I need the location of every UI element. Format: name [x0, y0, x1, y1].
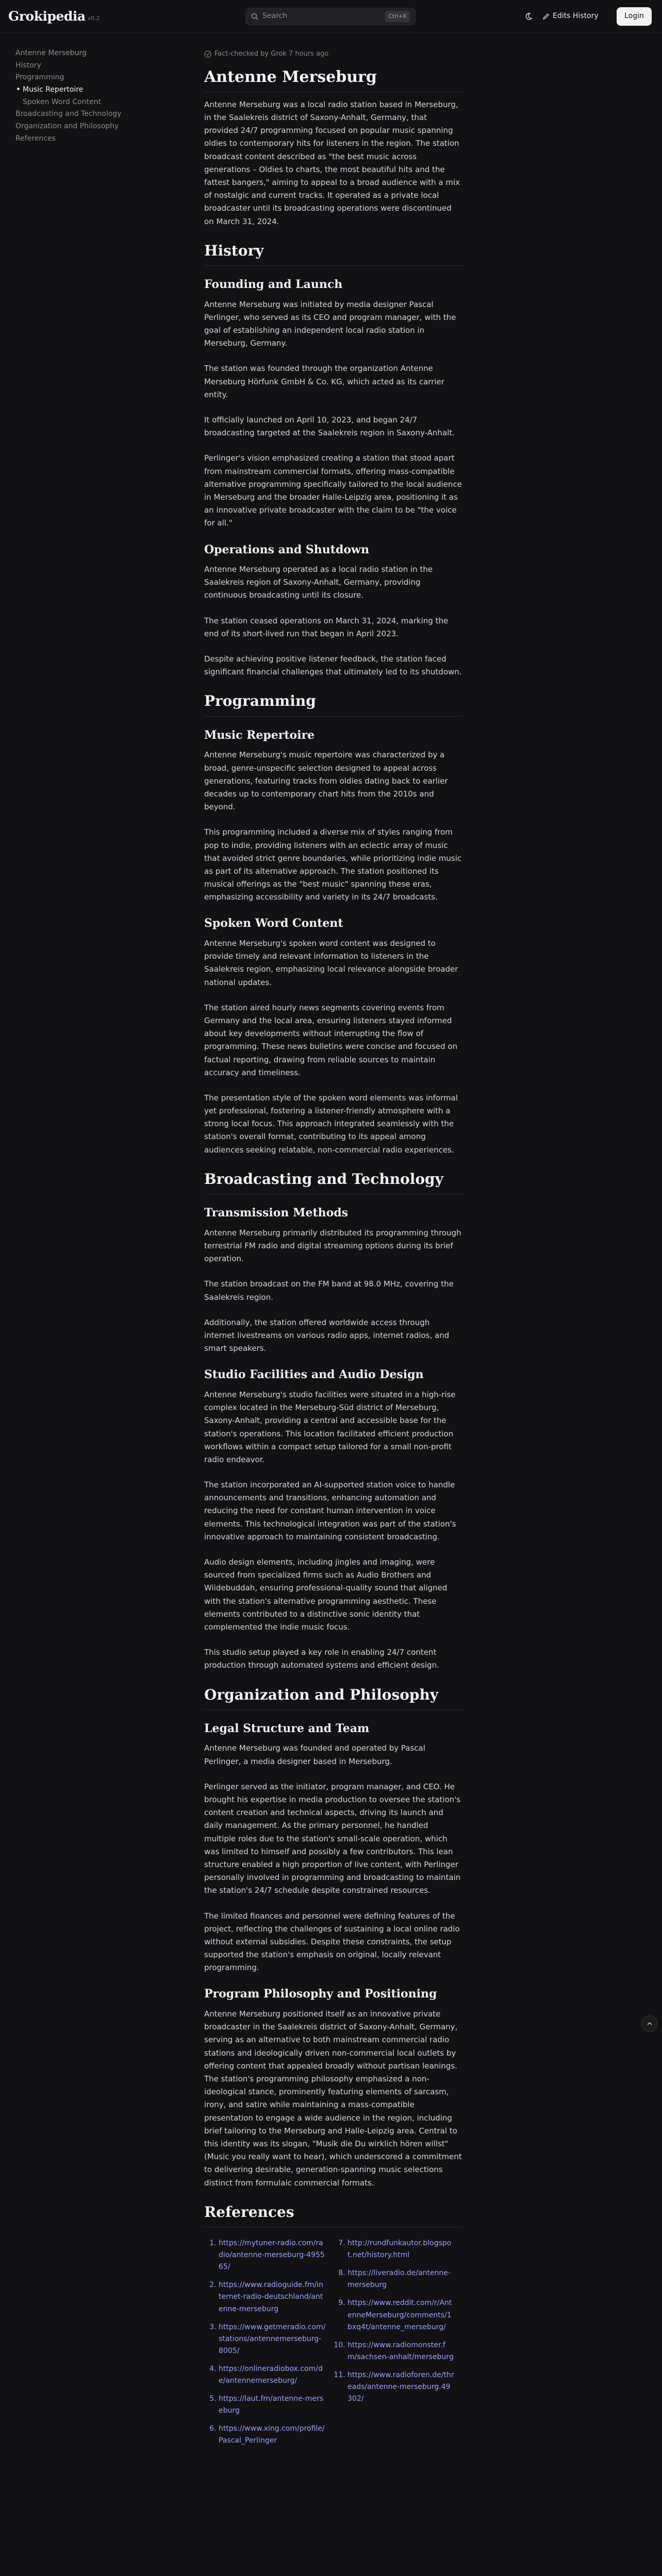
paragraph: This programming included a diverse mix of styles ranging from pop to indie, providing listeners with an eclectic array of music that avoided strict genre boundaries, while prioritizing indie music as part of its alternative approach. The station positioned its musical offerings as the "best music" spanning these eras, emphasizing accessibility and variety in its 24/7 broadcasts. [204, 827, 462, 902]
check-icon [204, 50, 211, 58]
reference-link[interactable]: 6. https://www.xing.com/profile/Pascal_Perlinger [219, 2423, 333, 2447]
paragraph: Perlinger served as the initiator, program manager, and CEO. He brought his expertise in media production to oversee the station's content creation and technical aspects, driving its launch and daily management. As the primary personnel, he handled multiple roles due to the station's small-scale operation, which was limited to himself and possibly a few contributors. This lean structure enabled a high proportion of live content, with Perlinger personally involved in programming and broadcasting to maintain the station's 24/7 schedule despite constrained resources. [204, 1782, 461, 1895]
reference-link[interactable]: 7. http://rundfunkautor.blogspot.net/history.html [347, 2238, 462, 2261]
paragraph: The presentation style of the spoken word elements was informal yet professional, fostering a listener-friendly atmosphere with a strong local focus. This approach integrated seamlessly with the station's overall format, contributing to its appeal among audiences seeking relatable, non-commercial radio experiences. [204, 1093, 458, 1155]
reference-link[interactable]: 8. https://liveradio.de/antenne-merseburg [347, 2267, 462, 2291]
paragraph: Antenne Merseburg's studio facilities were situated in a high-rise complex located in the Merseburg-Süd district of Merseburg, Saxony-Anhalt, providing a central and accessible base for the station's operations. This location facilitated efficient production workflows within a compact setup tailored for a small non-profit radio endeavor. [204, 1389, 456, 1464]
moon-icon [524, 12, 533, 21]
references-list [204, 2238, 462, 2453]
subsection-operations-heading: Operations and Shutdown [204, 543, 369, 556]
pencil-icon [542, 13, 550, 20]
subsection-spoken-heading: Spoken Word Content [204, 917, 343, 930]
toc-item-history[interactable]: History [15, 61, 41, 70]
reference-link[interactable]: 4. https://onlineradiobox.com/de/antennemerseburg/ [219, 2363, 333, 2387]
search-icon [251, 13, 258, 20]
edits-history-label: Edits History [553, 12, 599, 21]
search-placeholder: Search [262, 12, 288, 21]
article [204, 48, 462, 2453]
site-logo[interactable]: Grokipedia [8, 8, 86, 24]
search-shortcut: Ctrl+K [385, 11, 410, 22]
section-organization-heading: Organization and Philosophy [204, 1686, 462, 1710]
table-of-contents [15, 47, 170, 145]
section-broadcasting-heading: Broadcasting and Technology [204, 1170, 462, 1194]
edits-history-button[interactable] [542, 9, 599, 24]
scroll-to-top-button[interactable] [641, 2015, 658, 2032]
paragraph: The station ceased operations on March 31, 2024, marking the end of its short-lived run that began in April 2023. [204, 616, 449, 638]
login-button[interactable]: Login [617, 7, 652, 26]
reference-link[interactable]: 10. https://www.radiomonster.fm/sachsen-anhalt/merseburg [347, 2340, 462, 2363]
subsection-legal-heading: Legal Structure and Team [204, 1721, 370, 1735]
toc-item-broadcasting[interactable]: Broadcasting and Technology [15, 110, 122, 118]
toc-item-music-repertoire[interactable]: Music Repertoire [15, 84, 170, 96]
section-references-heading: References [204, 2203, 462, 2227]
paragraph: It officially launched on April 10, 2023, and began 24/7 broadcasting targeted at the Saalekreis region in Saxony-Anhalt. [204, 415, 455, 438]
reference-link[interactable]: 11. https://www.radioforen.de/threads/antenne-merseburg.49302/ [347, 2369, 462, 2405]
paragraph: Antenne Merseburg primarily distributed its programming through terrestrial FM radio and digital streaming options during its brief operation. [204, 1228, 461, 1264]
page-title: Antenne Merseburg [204, 67, 462, 92]
paragraph: This studio setup played a key role in enabling 24/7 content production through automated systems and efficient design. [204, 1648, 439, 1670]
paragraph: Antenne Merseburg was initiated by media designer Pascal Perlinger, who served as its CEO and program manager, with the goal of establishing an independent local radio station in Merseburg, Germany. [204, 299, 456, 348]
paragraph: Antenne Merseburg positioned itself as an innovative private broadcaster in the Saalekreis district of Saxony-Anhalt, Germany, serving as an alternative to both mainstream commercial radio stations and ideologically driven non-commercial local outlets by offering content that appealed broadly without partisan leanings. The station's programming philosophy emphasized a non-ideological stance, prominently featuring elements of sarcasm, irony, and satire while maintaining a mass-compatible presentation to engage a wide audience in the region, including brief tailoring to the Merseburg and Halle-Leipzig area. Central to this identity was its slogan, "Musik die Du wirklich hören willst" (Music you really want to hear), which underscored a commitment to delivering desirable, generation-spanning music selections distinct from formulaic commercial formats. [204, 2009, 462, 2188]
reference-link[interactable]: 2. https://www.radioguide.fm/internet-radio-deutschland/antenne-merseburg [219, 2279, 333, 2315]
paragraph: Perlinger's vision emphasized creating a station that stood apart from mainstream commercial formats, offering mass-compatible alternative programming specifically tailored to the local audience in Merseburg and the broader Halle-Leipzig area, positioning it as an innovative private broadcaster with the claim to be "the voice for all." [204, 453, 462, 528]
section-history-heading: History [204, 242, 462, 266]
paragraph: Antenne Merseburg was founded and operated by Pascal Perlinger, a media designer based in Merseburg. [204, 1743, 425, 1766]
paragraph: Audio design elements, including jingles and imaging, were sourced from specialized firms such as Audio Brothers and Wiidebuddah, ensuring professional-quality sound that aligned with the station's alternative programming aesthetic. These elements contributed to a distinctive sonic identity that complemented the indie music focus. [204, 1557, 448, 1632]
paragraph: The station was founded through the organization Antenne Merseburg Hörfunk GmbH & Co. KG, which acted as its carrier entity. [204, 364, 444, 399]
version-label: v0.2 [87, 15, 100, 22]
search-input[interactable] [245, 8, 416, 25]
paragraph: The station incorporated an AI-supported station voice to handle announcements and transitions, enhancing automation and reducing the need for constant human intervention in voice elements. This technological integration was part of the station's innovative approach to maintaining consistent broadcasting. [204, 1480, 456, 1541]
paragraph: The station broadcast on the FM band at 98.0 MHz, covering the Saalekreis region. [204, 1279, 454, 1302]
top-bar [0, 0, 662, 33]
paragraph: Antenne Merseburg operated as a local radio station in the Saalekreis region of Saxony-Anhalt, Germany, providing continuous broadcasting until its closure. [204, 565, 433, 600]
paragraph: The limited finances and personnel were defining features of the project, reflecting the challenges of sustaining a local online radio without external subsidies. Despite these constraints, the setup supported the station's emphasis on original, locally relevant programming. [204, 1911, 460, 1973]
reference-link[interactable]: 5. https://laut.fm/antenne-merseburg [219, 2393, 333, 2417]
reference-link[interactable]: 9. https://www.reddit.com/r/AntenneMerseburg/comments/1bxq4t/antenne_merseburg/ [347, 2297, 462, 2333]
toc-item-spoken-word[interactable]: Spoken Word Content [23, 97, 101, 106]
toc-item-organization[interactable]: Organization and Philosophy [15, 122, 119, 131]
paragraph: The station aired hourly news segments covering events from Germany and the local area, ensuring listeners stayed informed about key developments without interrupting the flow of programming. These news bulletins were concise and focused on factual reporting, drawing from reliable sources to maintain accuracy and timeliness. [204, 1003, 458, 1077]
section-programming-heading: Programming [204, 692, 462, 716]
reference-link[interactable]: 3. https://www.getmeradio.com/stations/antennemerseburg-8005/ [219, 2321, 333, 2357]
fact-check-text: Fact-checked by Grok 7 hours ago [214, 50, 329, 58]
references-column-left [204, 2238, 333, 2453]
paragraph: Additionally, the station offered worldwide access through internet livestreams on various radio apps, internet radios, and smart speakers. [204, 1317, 450, 1353]
toc-item-references[interactable]: References [15, 134, 56, 143]
paragraph: Antenne Merseburg's spoken word content was designed to provide timely and relevant information to listeners in the Saalekreis region, emphasizing local relevance alongside broader national updates. [204, 939, 458, 987]
subsection-founding-heading: Founding and Launch [204, 278, 343, 292]
reference-link[interactable]: 1. https://mytuner-radio.com/radio/antenne-merseburg-495565/ [219, 2238, 333, 2273]
fact-check-note [204, 48, 462, 60]
chevron-up-icon [647, 2021, 653, 2027]
theme-toggle-button[interactable] [522, 10, 535, 23]
subsection-music-heading: Music Repertoire [204, 728, 315, 742]
toc-item-overview[interactable]: Antenne Merseburg [15, 49, 87, 57]
subsection-philosophy-heading: Program Philosophy and Positioning [204, 1987, 437, 2001]
subsection-transmission-heading: Transmission Methods [204, 1206, 349, 1220]
paragraph: Antenne Merseburg's music repertoire was characterized by a broad, genre-unspecific selection designed to appeal across generations, featuring tracks from oldies dating back to earlier decades up to contemporary chart hits from the 2010s and beyond. [204, 750, 448, 812]
subsection-studio-heading: Studio Facilities and Audio Design [204, 1368, 424, 1382]
paragraph: Despite achieving positive listener feedback, the station faced significant financial challenges that ultimately led to its shutdown. [204, 654, 462, 677]
intro-paragraph: Antenne Merseburg was a local radio station based in Merseburg, in the Saalekreis district of Saxony-Anhalt, Germany, that provided 24/7 programming focused on popular music spanning oldies to contemporary hits for listeners in the region. The station broadcast content described as "the best music across generations – Oldies to charts, the most beautiful hits and the fattest bangers," aiming to appeal to a broad audience with a mix of nostalgic and current tracks. It operated as a private local broadcaster until its broadcasting operations were discontinued on March 31, 2024. [204, 99, 460, 226]
toc-item-programming[interactable]: Programming [15, 73, 64, 82]
references-column-right [333, 2238, 462, 2453]
